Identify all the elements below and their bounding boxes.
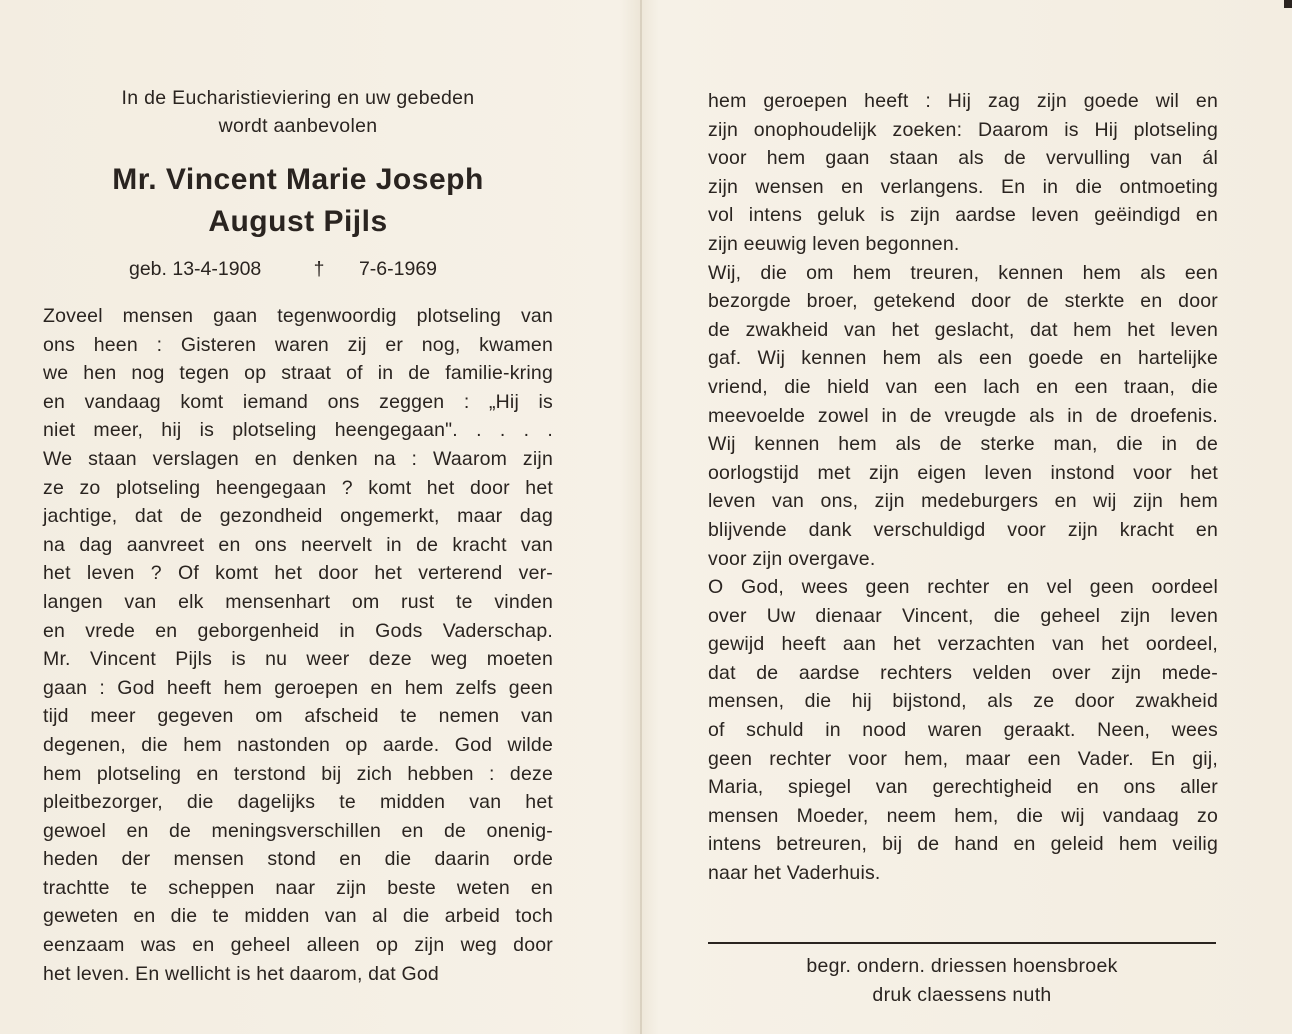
name-line-1: Mr. Vincent Marie Joseph [112,163,484,196]
born-label: geb. [128,258,167,280]
intro-text [43,84,553,140]
text-line: We staan verslagen en denken na : Waarom zijn [43,447,553,470]
text-line: trachtte te scheppen naar zijn beste weten en [43,876,553,899]
text-line: gaan : God heeft hem geroepen en hem zelfs geen [43,676,553,699]
text-line: bezorgde broer, getekend door de sterkte en door [708,290,1218,313]
text-line: ons heen : Gisteren waren zij er nog, kwamen [43,333,553,356]
text-line: over Uw dienaar Vincent, die geheel zijn leven [708,604,1218,627]
life-dates [13,255,553,283]
text-line: degenen, die hem nastonden op aarde. God wilde [43,733,553,756]
text-line: Wij, die om hem treuren, kennen hem als een [708,261,1218,284]
text-line: gewoel en de meningsverschillen en de onenig- [43,819,553,842]
text-line: mensen Moeder, neem hem, die wij vandaag zo [708,804,1218,827]
intro-line-2: wordt aanbevolen [218,115,378,137]
divider-line [708,942,1216,944]
undertaker-line: begr. ondern. driessen hoensbroek [806,955,1118,977]
text-line: hem geroepen heeft : Hij zag zijn goede wil en [708,90,1218,112]
text-line: naar het Vaderhuis. [708,862,881,885]
text-line: O God, wees geen rechter en vel geen oordeel [708,576,1218,599]
text-line: en vandaag komt iemand ons zeggen : „Hij is [43,390,553,413]
corner-mark [1284,0,1292,8]
text-line: vriend, die hield van een lach en een traan, die [708,375,1218,398]
death-cross-icon: † [313,258,325,280]
text-line: vol intens geluk is zijn aardse leven geëindigd en [708,204,1218,227]
text-line: het leven ? Of komt het door het verterend ver- [43,562,553,585]
fold-line [640,0,642,1034]
text-line: zijn onophoudelijk zoeken: Daarom is Hij plotseling [708,118,1218,141]
text-line: tijd meer gegeven om afscheid te nemen van [43,705,553,728]
left-panel [43,84,553,988]
text-line: niet meer, hij is plotseling heengegaan". . . . . [43,419,553,442]
text-line: blijvende dank verschuldigd voor zijn kracht en [708,518,1218,541]
text-line: pleitbezorger, die dagelijks te midden van het [43,791,553,814]
printer-credits [708,952,1216,1010]
text-line: de zwakheid van het geslacht, dat hem het leven [708,318,1218,341]
text-line: eenzaam was en geheel alleen op zijn weg door [43,934,553,957]
death-date: 7-6-1969 [358,258,438,280]
text-line: mensen, die hij bijstond, als ze door zwakheid [708,690,1218,713]
text-line: gewijd heeft aan het verzachten van het oordeel, [708,633,1218,656]
text-line: zijn wensen en verlangens. En in die ontmoeting [708,175,1218,198]
intro-line-1: In de Eucharistieviering en uw gebeden [121,87,475,109]
text-line: voor zijn overgave. [708,547,876,570]
text-line: hem plotseling en terstond bij zich hebben : deze [43,762,553,785]
right-body-text [708,87,1218,888]
text-line: Zoveel mensen gaan tegenwoordig plotseling van [43,305,553,327]
text-line: of schuld in nood waren geraakt. Neen, wees [708,719,1218,742]
text-line: leven van ons, zijn medeburgers en wij zijn hem [708,490,1218,513]
text-line: na dag aanvreet en ons neervelt in de kracht van [43,533,553,556]
text-line: voor hem gaan staan als de vervulling van ál [708,147,1218,170]
text-line: ze zo plotseling heengegaan ? komt het door het [43,476,553,499]
text-line: het leven. En wellicht is het daarom, dat God [43,962,439,985]
text-line: langen van elk mensenhart om rust te vinden [43,590,553,613]
text-line: geweten en die te midden van al die arbeid toch [43,905,553,928]
printer-line: druk claessens nuth [872,984,1052,1006]
text-line: jachtige, dat de gezondheid ongemerkt, maar dag [43,505,553,528]
text-line: dat de aardse rechters velden over zijn mede- [708,661,1218,684]
text-line: meevoelde zowel in de vreugde als in de droefenis. [708,404,1218,427]
text-line: en vrede en geborgenheid in Gods Vaderschap. [43,619,553,642]
deceased-name [43,159,553,243]
text-line: oorlogstijd met zijn eigen leven instond voor het [708,461,1218,484]
text-line: intens betreuren, bij de hand en geleid hem veilig [708,833,1218,856]
right-panel [708,87,1218,888]
text-line: we hen nog tegen op straat of in de familie-kring [43,362,553,385]
born-date: 13-4-1908 [172,258,262,280]
text-line: geen rechter voor hem, maar een Vader. En gij, [708,747,1218,770]
left-body-text [43,302,553,988]
text-line: heden der mensen stond en die daarin orde [43,848,553,871]
name-line-2: August Pijls [208,205,388,238]
text-line: gaf. Wij kennen hem als een goede en hartelijke [708,347,1218,370]
text-line: zijn eeuwig leven begonnen. [708,232,960,255]
text-line: Wij kennen hem als de sterke man, die in de [708,433,1218,456]
text-line: Mr. Vincent Pijls is nu weer deze weg moeten [43,648,553,671]
text-line: Maria, spiegel van gerechtigheid en ons aller [708,776,1218,799]
